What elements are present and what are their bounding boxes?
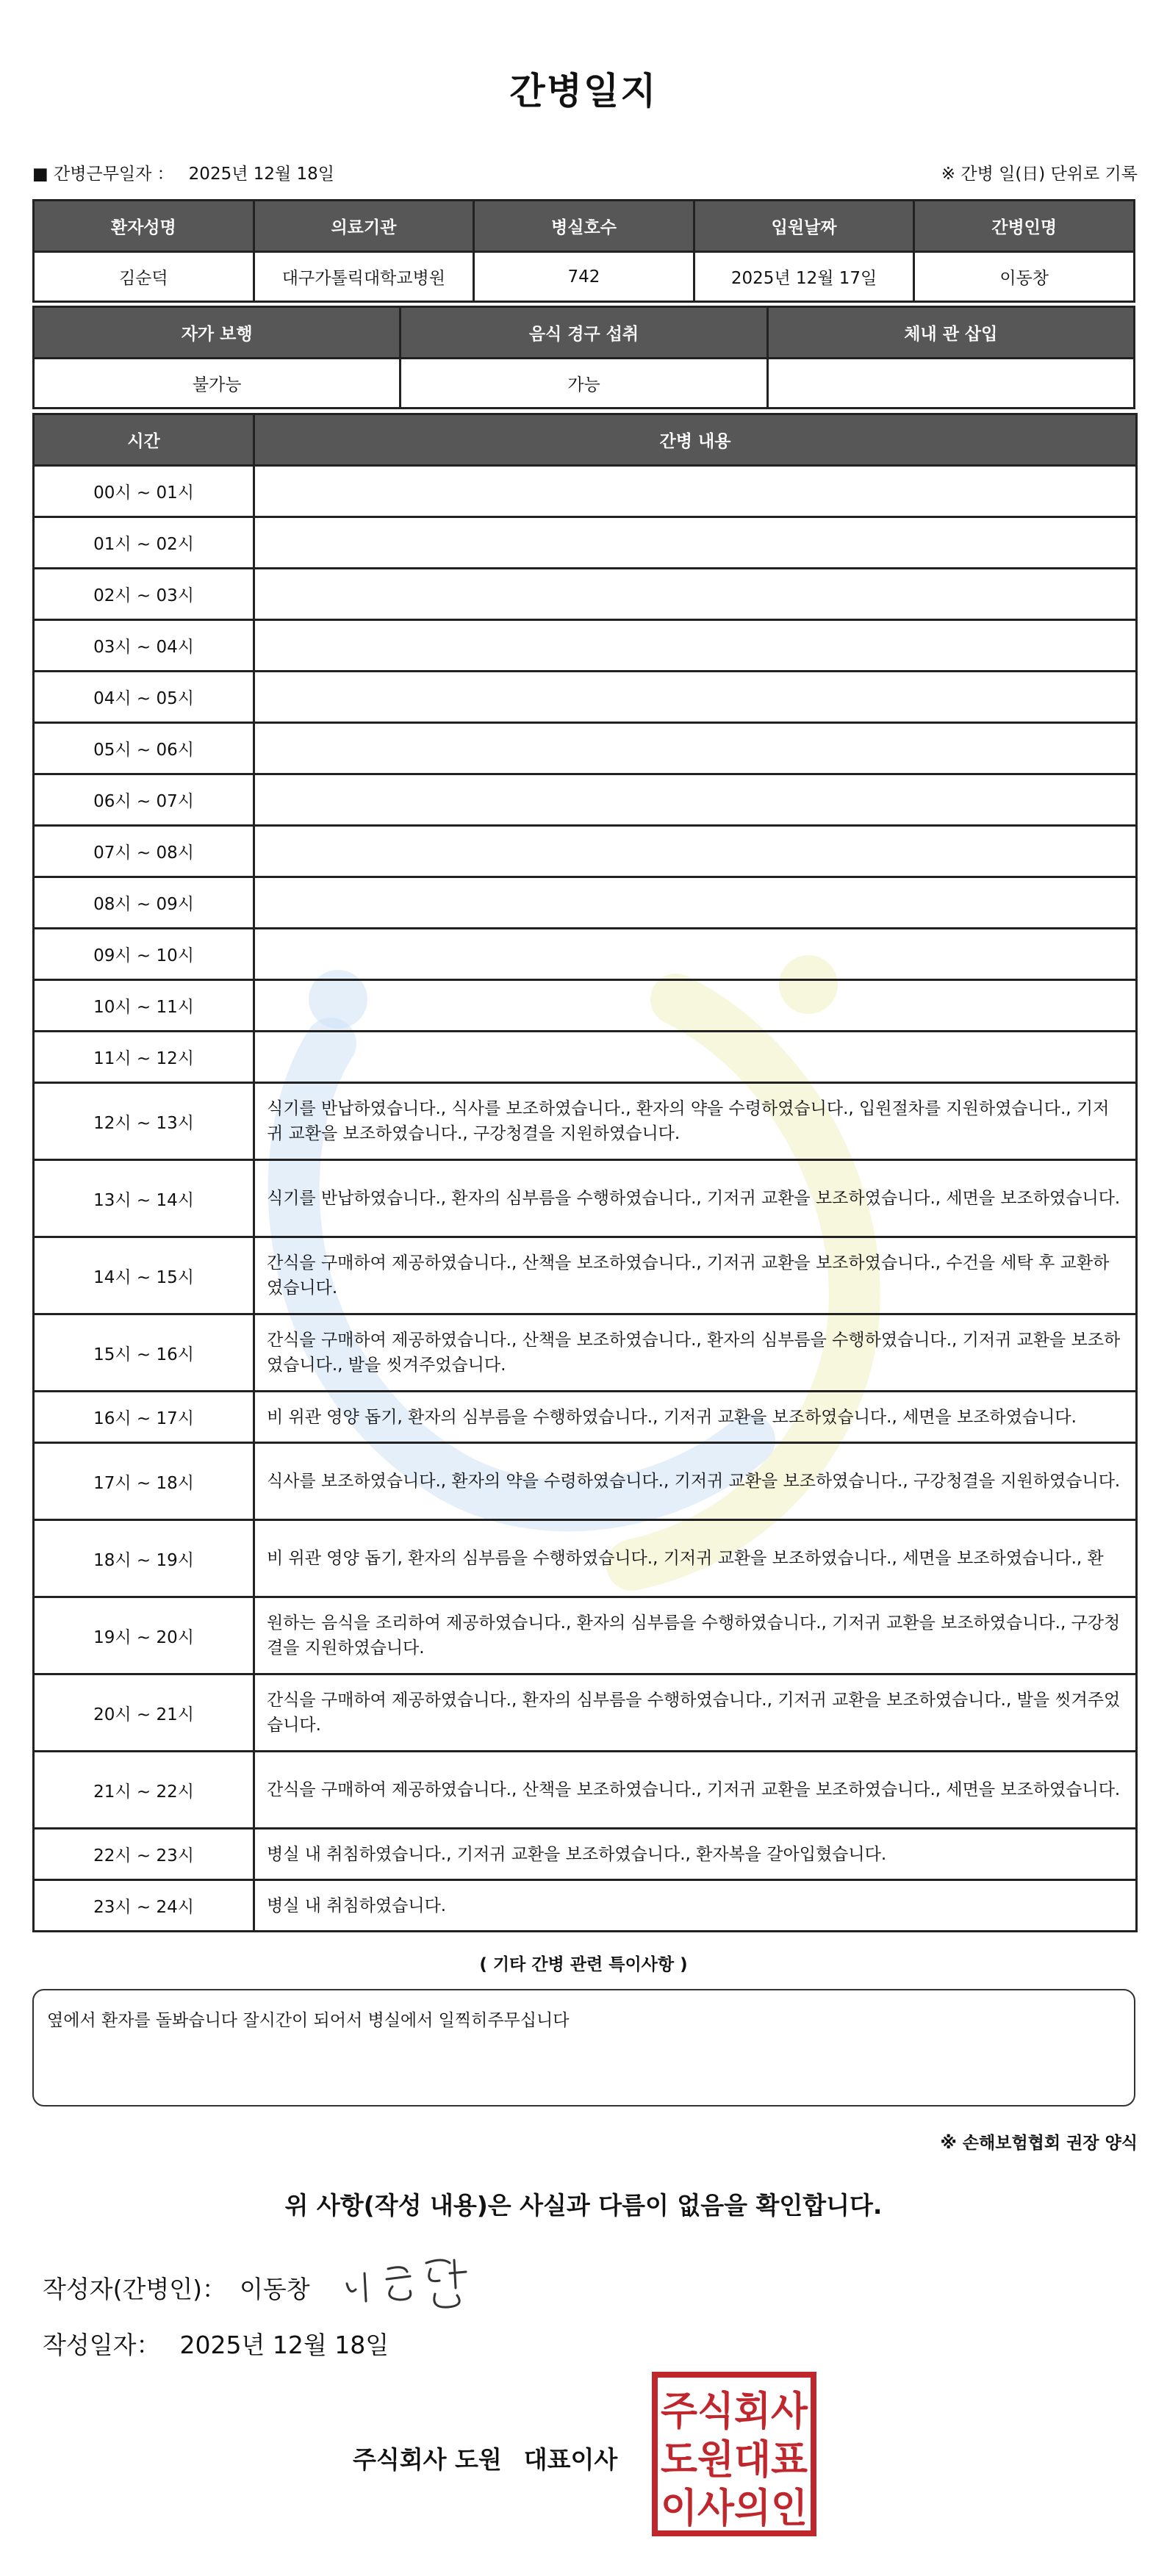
log-content: [254, 569, 1137, 620]
confirm-statement: 위 사항(작성 내용)은 사실과 다름이 없음을 확인합니다.: [284, 2191, 883, 2220]
svg-text:이사의인: 이사의인: [661, 2485, 808, 2531]
table-row: [34, 980, 1137, 1032]
table-row: [34, 1314, 1137, 1392]
admission-date: 2025년 12월 17일: [694, 252, 914, 302]
log-time: 13시 ~ 14시: [34, 1160, 254, 1237]
log-content: 비 위관 영양 돕기, 환자의 심부름을 수행하였습니다., 기저귀 교환을 보조하였습니다., 세면을 보조하였습니다.: [254, 1392, 1137, 1443]
log-time: 14시 ~ 15시: [34, 1237, 254, 1314]
log-content: 비 위관 영양 돕기, 환자의 심부름을 수행하였습니다., 기저귀 교환을 보조하였습니다., 세면을 보조하였습니다., 환: [254, 1520, 1137, 1597]
log-content: [254, 929, 1137, 980]
table-row: [34, 1083, 1137, 1160]
log-content: 원하는 음식을 조리하여 제공하였습니다., 환자의 심부름을 수행하였습니다., 기저귀 교환을 보조하였습니다., 구강청결을 지원하였습니다.: [254, 1597, 1137, 1674]
table-row: [34, 1880, 1137, 1932]
table-row: [34, 359, 1135, 409]
company-name: 주식회사 도원: [353, 2445, 502, 2474]
self-walking-value: 불가능: [34, 359, 401, 409]
log-time: 06시 ~ 07시: [34, 774, 254, 826]
oral-intake-value: 가능: [401, 359, 767, 409]
log-time: 12시 ~ 13시: [34, 1083, 254, 1160]
header-care-content: 간병 내용: [254, 414, 1137, 466]
unit-note: ※ 간병 일(日) 단위로 기록: [941, 165, 1138, 184]
write-date-line: [43, 2326, 389, 2361]
log-time: 23시 ~ 24시: [34, 1880, 254, 1932]
log-time: 15시 ~ 16시: [34, 1314, 254, 1392]
header-room: 병실호수: [474, 201, 694, 252]
log-content: 식기를 반납하였습니다., 식사를 보조하였습니다., 환자의 약을 수령하였습니다., 입원절차를 지원하였습니다., 기저귀 교환을 보조하였습니다., 구강청결을 지원하였습니다.: [254, 1083, 1137, 1160]
patient-info-table: [32, 199, 1135, 303]
table-row: [34, 569, 1137, 620]
table-row: [34, 1237, 1137, 1314]
log-content: [254, 517, 1137, 569]
header-self-walking: 자가 보행: [34, 307, 401, 359]
log-time: 10시 ~ 11시: [34, 980, 254, 1032]
log-time: 03시 ~ 04시: [34, 620, 254, 672]
log-time: 01시 ~ 02시: [34, 517, 254, 569]
log-content: 병실 내 취침하였습니다., 기저귀 교환을 보조하였습니다., 환자복을 갈아입혔습니다.: [254, 1829, 1137, 1880]
log-content: 병실 내 취침하였습니다.: [254, 1880, 1137, 1932]
table-row: [34, 929, 1137, 980]
hospital-name: 대구가톨릭대학교병원: [254, 252, 474, 302]
log-content: [254, 1032, 1137, 1083]
log-time: 17시 ~ 18시: [34, 1443, 254, 1520]
log-time: 16시 ~ 17시: [34, 1392, 254, 1443]
table-header-row: [34, 201, 1135, 252]
company-rep: 대표이사: [523, 2445, 618, 2474]
header-time: 시간: [34, 414, 254, 466]
special-notes-box: 옆에서 환자를 돌봐습니다 잘시간이 되어서 병실에서 일찍히주무십니다: [32, 1989, 1135, 2107]
log-body: [34, 466, 1137, 1932]
log-content: [254, 826, 1137, 877]
log-content: 간식을 구매하여 제공하였습니다., 산책을 보조하였습니다., 기저귀 교환을 보조하였습니다., 수건을 세탁 후 교환하였습니다.: [254, 1237, 1137, 1314]
table-row: [34, 1443, 1137, 1520]
handwritten-signature: [340, 2247, 501, 2313]
company-seal-stamp: [650, 2370, 818, 2538]
svg-text:주식회사: 주식회사: [661, 2388, 808, 2434]
header-caregiver: 간병인명: [914, 201, 1135, 252]
table-row: [34, 877, 1137, 929]
svg-text:도원대표: 도원대표: [661, 2436, 808, 2483]
table-row: [34, 774, 1137, 826]
writer-name: 이동창: [240, 2275, 310, 2303]
log-time: 20시 ~ 21시: [34, 1674, 254, 1752]
table-row: [34, 1597, 1137, 1674]
log-time: 19시 ~ 20시: [34, 1597, 254, 1674]
table-row: [34, 723, 1137, 774]
write-date-value: 2025년 12월 18일: [179, 2331, 389, 2359]
table-row: [34, 1520, 1137, 1597]
table-row: [34, 1829, 1137, 1880]
writer-line: [43, 2270, 310, 2305]
log-time: 08시 ~ 09시: [34, 877, 254, 929]
header-patient-name: 환자성명: [34, 201, 254, 252]
log-time: 22시 ~ 23시: [34, 1829, 254, 1880]
log-time: 11시 ~ 12시: [34, 1032, 254, 1083]
page-title: 간병일지: [509, 70, 658, 112]
log-content: 식사를 보조하였습니다., 환자의 약을 수령하였습니다., 기저귀 교환을 보조하였습니다., 구강청결을 지원하였습니다.: [254, 1443, 1137, 1520]
company-line: [353, 2441, 617, 2475]
table-row: [34, 466, 1137, 517]
work-date-label: ■ 간병근무일자 ：: [32, 165, 174, 184]
log-time: 02시 ~ 03시: [34, 569, 254, 620]
recommend-note: ※ 손해보험협회 권장 양식: [940, 2134, 1138, 2153]
log-content: 식기를 반납하였습니다., 환자의 심부름을 수행하였습니다., 기저귀 교환을 보조하였습니다., 세면을 보조하였습니다.: [254, 1160, 1137, 1237]
table-row: [34, 1674, 1137, 1752]
table-row: [34, 672, 1137, 723]
header-hospital: 의료기관: [254, 201, 474, 252]
header-oral-intake: 음식 경구 섭취: [401, 307, 767, 359]
table-header-row: [34, 414, 1137, 466]
log-time: 04시 ~ 05시: [34, 672, 254, 723]
table-row: [34, 252, 1135, 302]
writer-label: 작성자(간병인)：: [43, 2275, 227, 2303]
table-row: [34, 620, 1137, 672]
log-content: [254, 774, 1137, 826]
patient-name: 김순덕: [34, 252, 254, 302]
log-content: [254, 980, 1137, 1032]
header-tube-insertion: 체내 관 삽입: [767, 307, 1134, 359]
room-number: 742: [474, 252, 694, 302]
log-time: 00시 ~ 01시: [34, 466, 254, 517]
work-date: [32, 160, 334, 184]
special-notes-title: ( 기타 간병 관련 특이사항 ): [479, 1955, 688, 1974]
header-admission-date: 입원날짜: [694, 201, 914, 252]
caregiver-name: 이동창: [914, 252, 1135, 302]
log-content: [254, 466, 1137, 517]
table-row: [34, 826, 1137, 877]
log-content: 간식을 구매하여 제공하였습니다., 환자의 심부름을 수행하였습니다., 기저귀 교환을 보조하였습니다., 발을 씻겨주었습니다.: [254, 1674, 1137, 1752]
hourly-log-table: [32, 413, 1138, 1932]
log-time: 05시 ~ 06시: [34, 723, 254, 774]
log-content: 간식을 구매하여 제공하였습니다., 산책을 보조하였습니다., 기저귀 교환을 보조하였습니다., 세면을 보조하였습니다.: [254, 1752, 1137, 1829]
care-status-table: [32, 306, 1135, 409]
log-time: 18시 ~ 19시: [34, 1520, 254, 1597]
table-row: [34, 1392, 1137, 1443]
log-content: [254, 620, 1137, 672]
work-date-value: 2025년 12월 18일: [188, 165, 335, 184]
table-row: [34, 517, 1137, 569]
write-date-label: 작성일자：: [43, 2331, 161, 2359]
log-content: [254, 877, 1137, 929]
table-header-row: [34, 307, 1135, 359]
table-row: [34, 1160, 1137, 1237]
log-time: 07시 ~ 08시: [34, 826, 254, 877]
log-time: 09시 ~ 10시: [34, 929, 254, 980]
tube-insertion-value: [767, 359, 1134, 409]
log-content: [254, 723, 1137, 774]
table-row: [34, 1032, 1137, 1083]
log-content: [254, 672, 1137, 723]
log-content: 간식을 구매하여 제공하였습니다., 산책을 보조하였습니다., 환자의 심부름을 수행하였습니다., 기저귀 교환을 보조하였습니다., 발을 씻겨주었습니다.: [254, 1314, 1137, 1392]
table-row: [34, 1752, 1137, 1829]
log-time: 21시 ~ 22시: [34, 1752, 254, 1829]
